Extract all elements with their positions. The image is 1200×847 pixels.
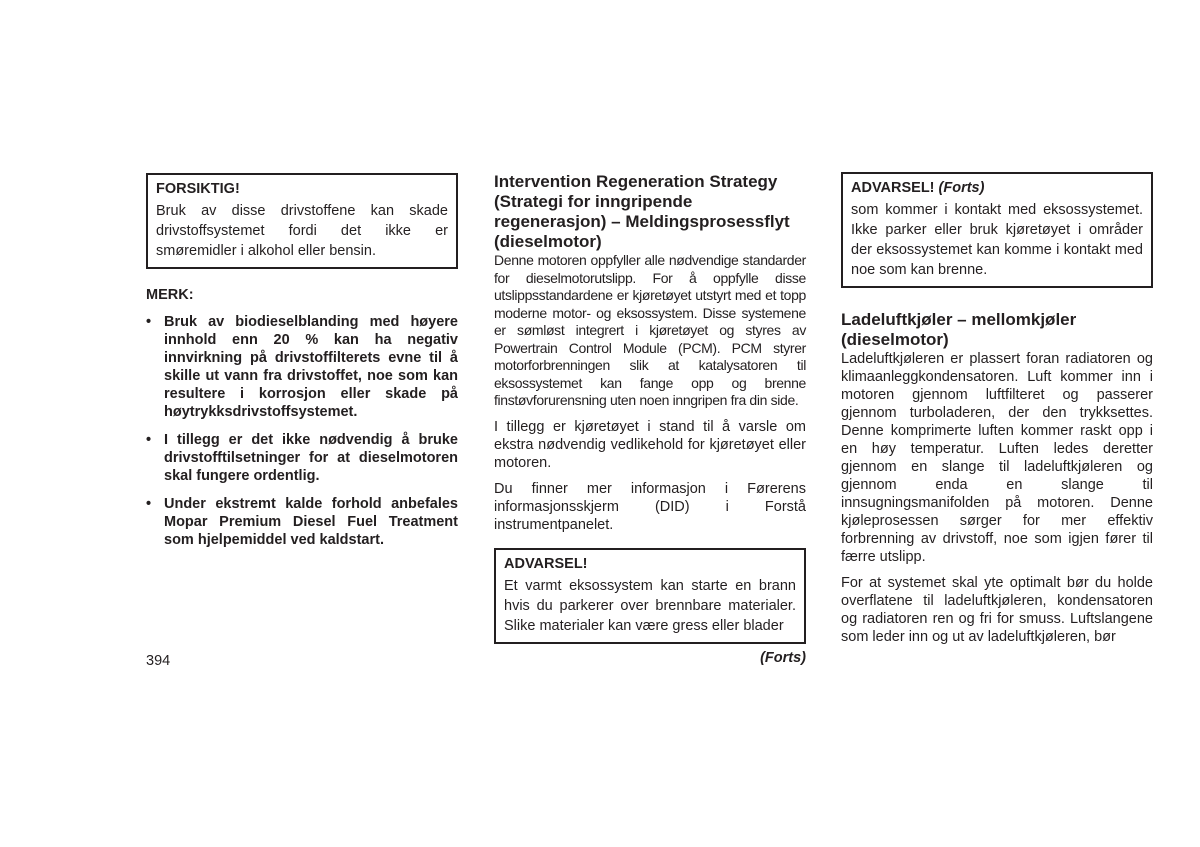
bullet-text: Under ekstremt kalde forhold anbefales Mopar Premium Diesel Fuel Treatment som hjelpemiddel ved kaldstart. <box>164 496 458 548</box>
middle-column <box>494 172 806 666</box>
continued-label: (Forts) <box>938 180 985 196</box>
continued-label: (Forts) <box>760 649 806 666</box>
caution-title: FORSIKTIG! <box>156 181 240 197</box>
bullet-text: I tillegg er det ikke nødvendig å bruke drivstofftilsetninger for at dieselmotoren skal fungere ordentlig. <box>164 432 458 484</box>
bullet-icon: • <box>146 314 152 330</box>
right-column <box>841 172 1153 654</box>
section-heading: Ladeluftkjøler – mellomkjøler (dieselmotor) <box>841 310 1077 349</box>
list-item <box>146 313 458 421</box>
warning-title: ADVARSEL! <box>851 180 935 196</box>
warning-continued-text: som kommer i kontakt med eksossystemet. Ikke parker eller bruk kjøretøyet i områder der eksossystemet kan komme i kontakt med noe som kan brenne. <box>851 202 1143 278</box>
warning-title: ADVARSEL! <box>504 555 588 572</box>
caution-box <box>146 173 458 269</box>
warning-text: Et varmt eksossystem kan starte en brann hvis du parkerer over brennbare materialer. Slike materialer kan være gress eller blader <box>504 577 796 634</box>
body-paragraph: For at systemet skal yte optimalt bør du holde overflatene til ladeluftkjøleren, kondensatoren og radiatoren ren og fri for smuss. Luftslangene som leder inn og ut av ladeluftkjøleren, bør <box>841 575 1153 645</box>
page-number: 394 <box>146 653 171 669</box>
body-paragraph: I tillegg er kjøretøyet i stand til å varsle om ekstra nødvendig vedlikehold for kjøretøyet eller motoren. <box>494 418 806 471</box>
body-paragraph: Du finner mer informasjon i Førerens informasjonsskjerm (DID) i Forstå instrumentpanelet. <box>494 480 806 533</box>
caution-text: Bruk av disse drivstoffene kan skade drivstoffsystemet fordi det ikke er smøremidler i alkohol eller bensin. <box>156 203 448 259</box>
note-bullet-list <box>146 313 458 549</box>
warning-box <box>494 548 806 644</box>
body-paragraph: Ladeluftkjøleren er plassert foran radiatoren og klimaanleggkondensatoren. Luft kommer inn i motoren gjennom luftfilteret og passerer gjennom turboladeren, der den trykksettes. Denne komprimerte luften kommer raskt opp i en høy temperatur. Luften ledes deretter gjennom en slange til ladeluftkjøleren og gjennom enda en slange til innsugningsmanifolden på motoren. Denne kjøleprosessen sørger for mer effektiv forbrenning av drivstoff, noe som igjen fører til færre utslipp. <box>841 351 1153 565</box>
bullet-text: Bruk av biodieselblanding med høyere innhold enn 20 % kan ha negativ innvirkning på drivstoffilterets evne til å skille ut vann fra drivstoffet, noe som kan resultere i korrosjon eller skade på høytrykksdrivstoffsystemet. <box>164 314 458 420</box>
list-item <box>146 431 458 485</box>
bullet-icon: • <box>146 496 152 512</box>
left-column <box>146 172 458 559</box>
warning-continued-title <box>851 178 1143 198</box>
section-heading: Intervention Regeneration Strategy (Strategi for inngripende regenerasjon) – Meldingsprosessflyt (dieselmotor) <box>494 172 790 251</box>
list-item <box>146 495 458 549</box>
note-label: MERK: <box>146 287 194 303</box>
bullet-icon: • <box>146 432 152 448</box>
warning-continued-box <box>841 172 1153 288</box>
body-paragraph: Denne motoren oppfyller alle nødvendige standarder for dieselmotorutslipp. For å oppfylle disse utslippsstandardene er kjøretøyet utstyrt med et topp moderne motor- og eksossystem. Disse systemene er sømløst integrert i kjøretøyet og styres av Powertrain Control Module (PCM). PCM styrer motorforbrenningen slik at katalysatoren til eksossystemet kan fange opp og brenne finstøvforurensning uten noen inngripen fra din side. <box>494 252 806 408</box>
